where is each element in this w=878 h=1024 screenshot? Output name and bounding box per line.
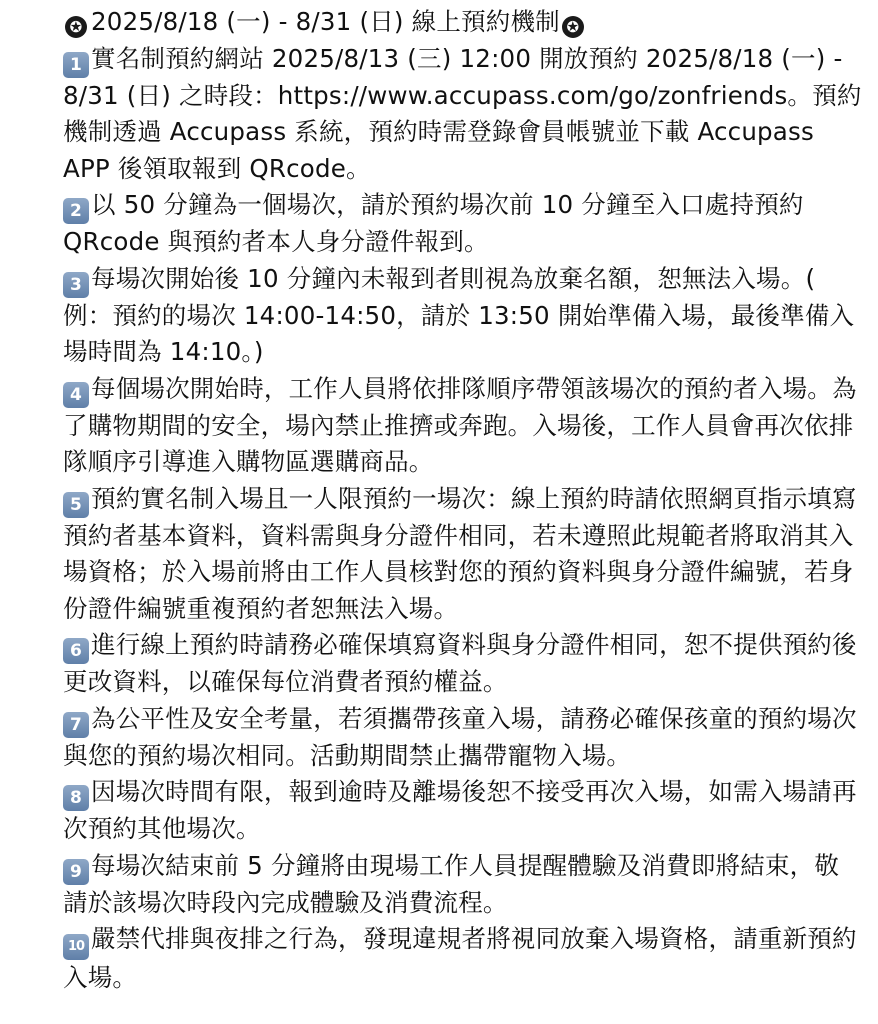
star-icon: ✪	[65, 16, 87, 38]
list-item	[63, 371, 863, 481]
list-item	[63, 921, 863, 997]
list-item-text: 以 50 分鐘為一個場次，請於預約場次前 10 分鐘至入口處持預約 QRcode 與預約者本人身分證件報到。	[63, 190, 804, 256]
list-item	[63, 701, 863, 775]
star-icon: ✪	[562, 16, 584, 38]
keycap-number-icon: 7	[63, 712, 89, 738]
keycap-number-icon: 4	[63, 382, 89, 408]
title-text: 2025/8/18 (一) - 8/31 (日) 線上預約機制	[91, 7, 560, 36]
announcement-title	[63, 4, 863, 41]
list-item-text: 每個場次開始時，工作人員將依排隊順序帶領該場次的預約者入場。為了購物期間的安全，場內禁止推擠或奔跑。入場後，工作人員會再次依排隊順序引導進入購物區選購商品。	[63, 373, 857, 476]
list-item-text: 每場次結束前 5 分鐘將由現場工作人員提醒體驗及消費即將結束，敬請於該場次時段內完成體驗及消費流程。	[63, 850, 840, 917]
list-item-text: 因場次時間有限，報到逾時及離場後恕不接受再次入場，如需入場請再次預約其他場次。	[63, 777, 857, 843]
list-item-text: 實名制預約網站 2025/8/13 (三) 12:00 開放預約 2025/8/18 (一) - 8/31 (日) 之時段：https://www.accupass.com/go/zonfriends。預約機制透過 Accupass 系統，預約時需登錄會員帳號並下載 Accupass APP 後領取報到 QRcode。	[63, 43, 862, 183]
list-item	[63, 774, 863, 848]
keycap-number-icon: 6	[63, 638, 89, 664]
keycap-number-icon: 5	[63, 492, 89, 518]
announcement-text	[63, 4, 863, 997]
keycap-number-icon: 8	[63, 785, 89, 811]
list-item	[63, 627, 863, 701]
list-item-text: 為公平性及安全考量，若須攜帶孩童入場，請務必確保孩童的預約場次與您的預約場次相同。活動期間禁止攜帶寵物入場。	[63, 703, 857, 770]
list-item-text: 每場次開始後 10 分鐘內未報到者則視為放棄名額，恕無法入場。( 例：預約的場次 14:00-14:50，請於 13:50 開始準備入場，最後準備入場時間為 14:10。)	[63, 263, 855, 366]
list-item	[63, 41, 863, 188]
keycap-number-icon: 10	[63, 934, 89, 960]
keycap-number-icon: 3	[63, 272, 89, 298]
list-item	[63, 848, 863, 922]
list-item	[63, 481, 863, 628]
list-item-text: 預約實名制入場且一人限預約一場次：線上預約時請依照網頁指示填寫預約者基本資料，資料需與身分證件相同，若未遵照此規範者將取消其入場資格；於入場前將由工作人員核對您的預約資料與身分證件編號，若身份證件編號重複預約者恕無法入場。	[63, 483, 857, 623]
list-item	[63, 187, 863, 261]
list-item-text: 進行線上預約時請務必確保填寫資料與身分證件相同，恕不提供預約後更改資料，以確保每位消費者預約權益。	[63, 630, 857, 696]
list-item-text: 嚴禁代排與夜排之行為，發現違規者將視同放棄入場資格，請重新預約入場。	[63, 924, 857, 992]
keycap-number-icon: 1	[63, 52, 89, 78]
keycap-number-icon: 9	[63, 859, 89, 885]
list-item	[63, 261, 863, 371]
keycap-number-icon: 2	[63, 198, 89, 224]
